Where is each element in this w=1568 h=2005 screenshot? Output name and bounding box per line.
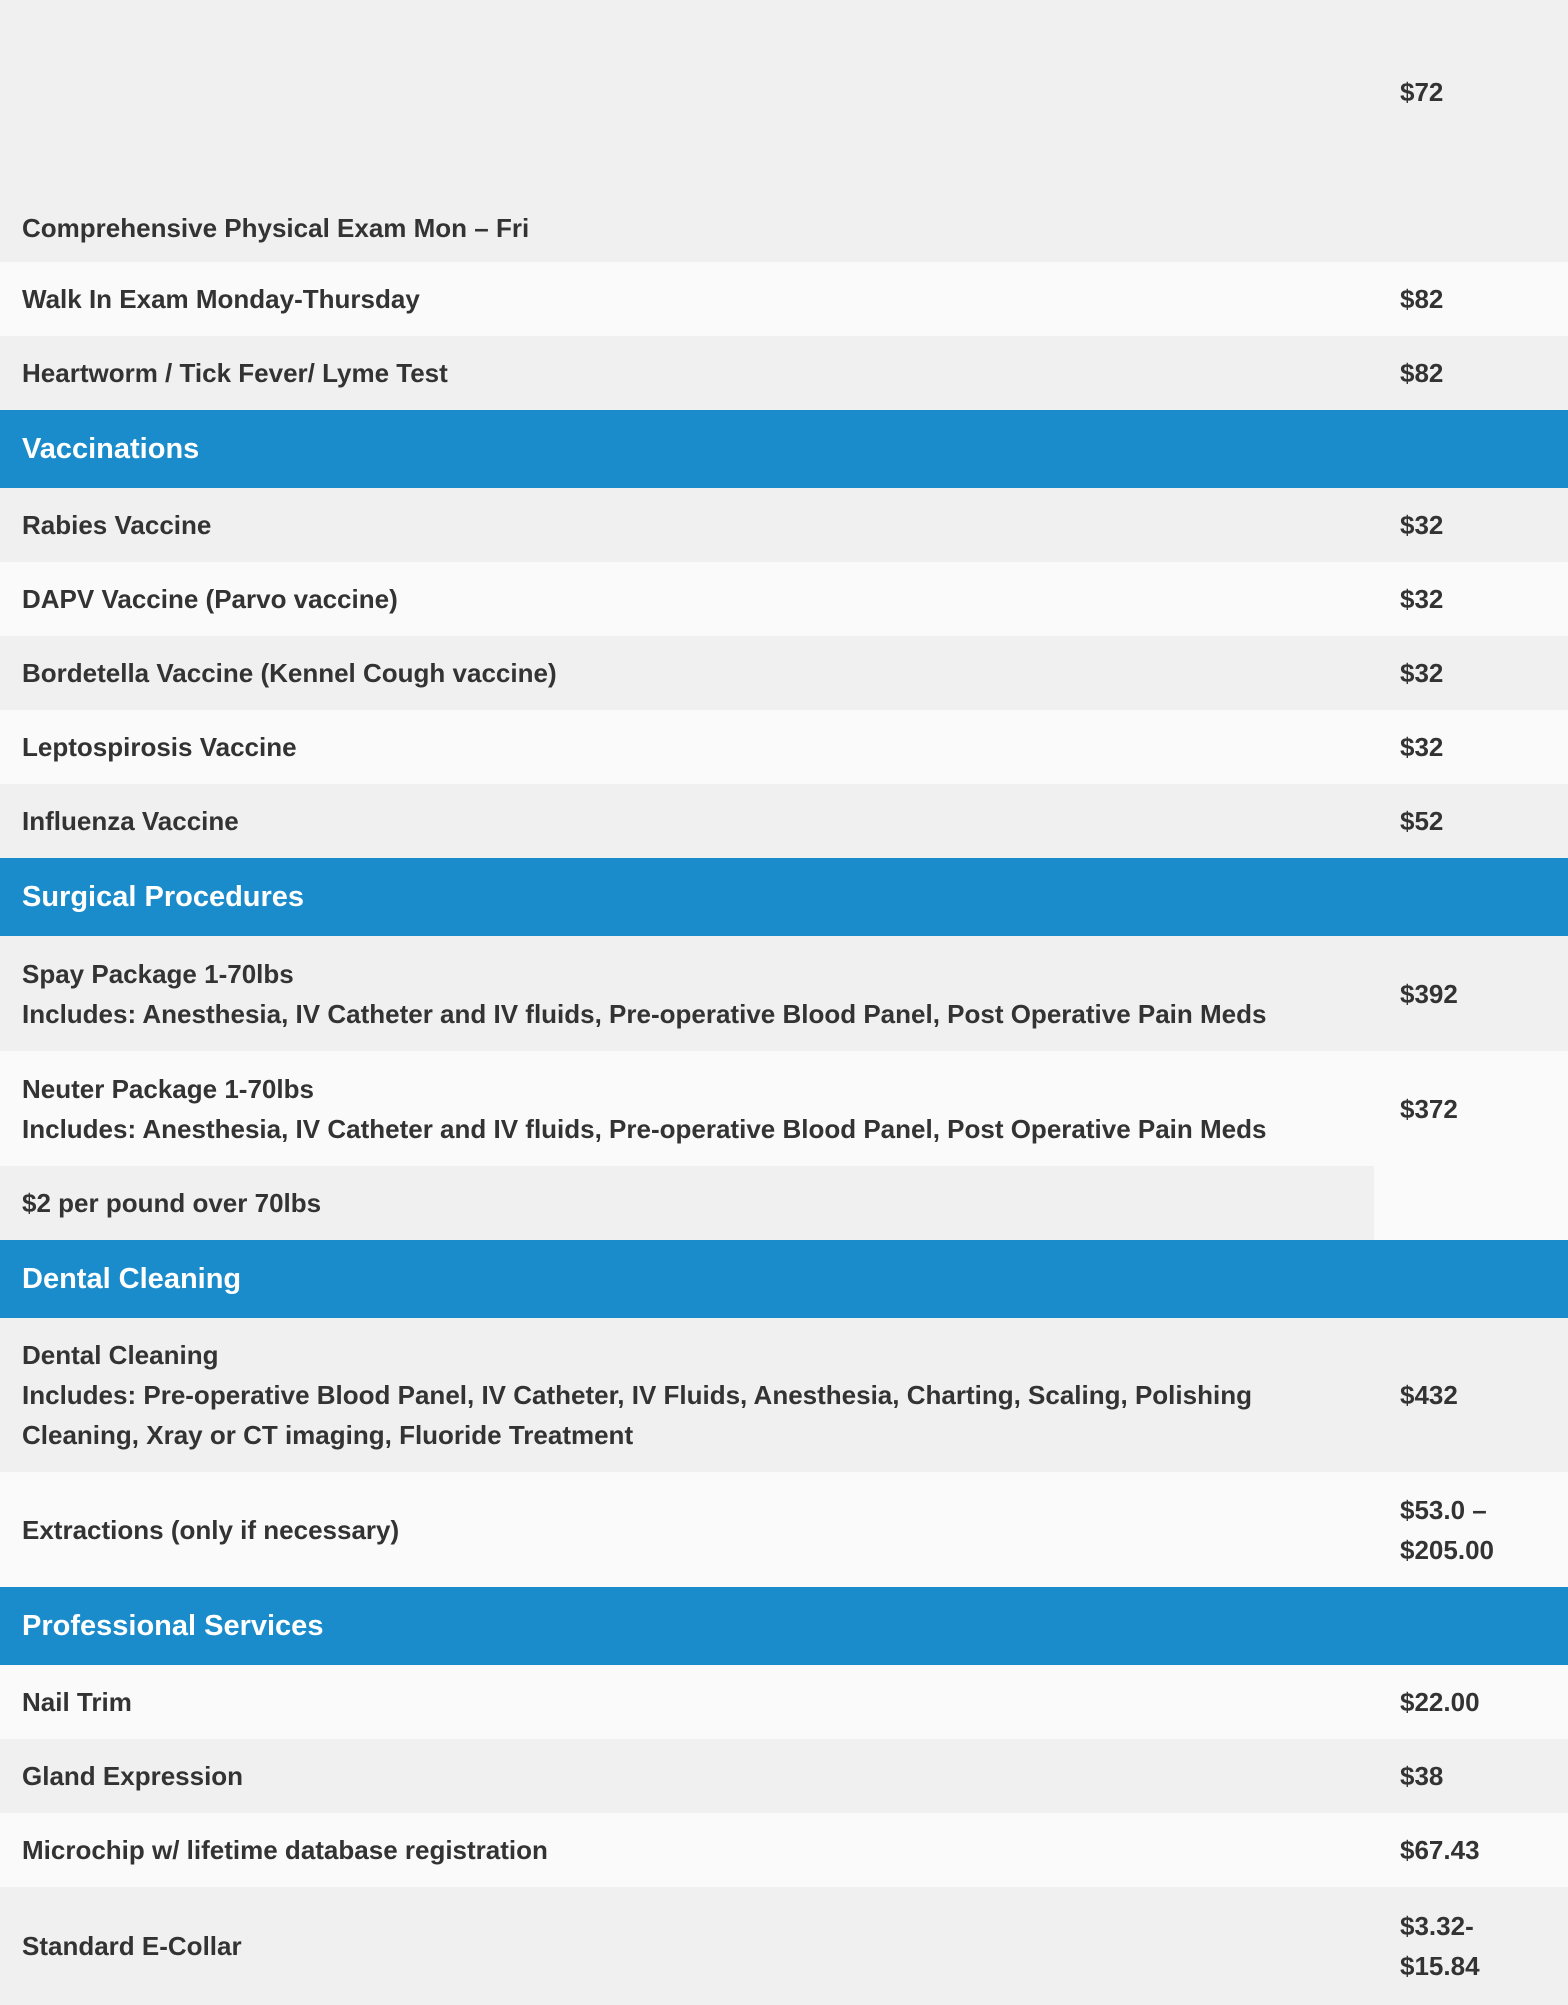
service-name: Walk In Exam Monday-Thursday	[0, 262, 1374, 336]
service-price: $72	[1374, 0, 1568, 262]
service-name: Influenza Vaccine	[0, 784, 1374, 858]
table-row	[0, 1472, 1568, 1587]
service-detail: Includes: Anesthesia, IV Catheter and IV fluids, Pre-operative Blood Panel, Post Operative Pain Meds	[22, 1113, 1267, 1144]
service-price: $82	[1374, 336, 1568, 410]
price-range-end: $205.00	[1400, 1534, 1494, 1565]
section-title: Professional Services	[0, 1587, 1568, 1665]
table-row	[0, 936, 1568, 1051]
service-name	[0, 1318, 1374, 1472]
section-header-vaccinations	[0, 410, 1568, 488]
service-name: Nail Trim	[0, 1665, 1374, 1739]
table-row	[0, 562, 1568, 636]
service-price: $392	[1374, 936, 1568, 1051]
table-row	[0, 784, 1568, 858]
section-title: Vaccinations	[0, 410, 1568, 488]
table-row	[0, 488, 1568, 562]
service-name: Standard E-Collar	[0, 1887, 1374, 2005]
section-title: Surgical Procedures	[0, 858, 1568, 936]
service-name	[0, 936, 1374, 1051]
service-price: $32	[1374, 636, 1568, 710]
service-detail: Cleaning, Xray or CT imaging, Fluoride Treatment	[22, 1420, 634, 1450]
service-name: Microchip w/ lifetime database registration	[0, 1813, 1374, 1887]
service-name: Rabies Vaccine	[0, 488, 1374, 562]
service-price	[1374, 1472, 1568, 1587]
table-row	[0, 1051, 1568, 1166]
service-price: $52	[1374, 784, 1568, 858]
surcharge-note: $2 per pound over 70lbs	[0, 1166, 1374, 1240]
service-name: Heartworm / Tick Fever/ Lyme Test	[0, 336, 1374, 410]
service-title: Neuter Package 1-70lbs	[22, 1073, 314, 1104]
section-title: Dental Cleaning	[0, 1240, 1568, 1318]
service-name: Leptospirosis Vaccine	[0, 710, 1374, 784]
service-name: Comprehensive Physical Exam Mon – Fri	[0, 0, 1374, 262]
service-name: Extractions (only if necessary)	[0, 1472, 1374, 1587]
service-detail: Includes: Pre-operative Blood Panel, IV Catheter, IV Fluids, Anesthesia, Charting, Scaling, Polishing	[22, 1380, 1252, 1410]
section-header-dental	[0, 1240, 1568, 1318]
service-price: $32	[1374, 562, 1568, 636]
service-price	[1374, 1887, 1568, 2005]
service-name: Bordetella Vaccine (Kennel Cough vaccine)	[0, 636, 1374, 710]
service-price: $82	[1374, 262, 1568, 336]
service-price: $38	[1374, 1739, 1568, 1813]
empty-price-cell	[1374, 1166, 1568, 1240]
service-title: Spay Package 1-70lbs	[22, 958, 294, 989]
table-row	[0, 1813, 1568, 1887]
price-range-start: $3.32-	[1400, 1911, 1474, 1941]
service-price: $372	[1374, 1051, 1568, 1166]
service-price: $432	[1374, 1318, 1568, 1472]
table-row	[0, 1887, 1568, 2005]
table-row	[0, 336, 1568, 410]
table-row	[0, 1739, 1568, 1813]
service-name: Gland Expression	[0, 1739, 1374, 1813]
table-row	[0, 710, 1568, 784]
table-row	[0, 1318, 1568, 1472]
service-price: $32	[1374, 710, 1568, 784]
section-header-professional	[0, 1587, 1568, 1665]
table-row	[0, 0, 1568, 262]
service-name: DAPV Vaccine (Parvo vaccine)	[0, 562, 1374, 636]
table-row	[0, 1665, 1568, 1739]
table-row	[0, 636, 1568, 710]
service-price: $67.43	[1374, 1813, 1568, 1887]
price-range-end: $15.84	[1400, 1951, 1480, 1981]
service-name	[0, 1051, 1374, 1166]
service-price: $32	[1374, 488, 1568, 562]
service-detail: Includes: Anesthesia, IV Catheter and IV fluids, Pre-operative Blood Panel, Post Operative Pain Meds	[22, 998, 1267, 1029]
price-range-start: $53.0 –	[1400, 1494, 1487, 1525]
table-row	[0, 1166, 1568, 1240]
table-row	[0, 262, 1568, 336]
section-header-surgical	[0, 858, 1568, 936]
service-title: Dental Cleaning	[22, 1340, 219, 1370]
service-price: $22.00	[1374, 1665, 1568, 1739]
